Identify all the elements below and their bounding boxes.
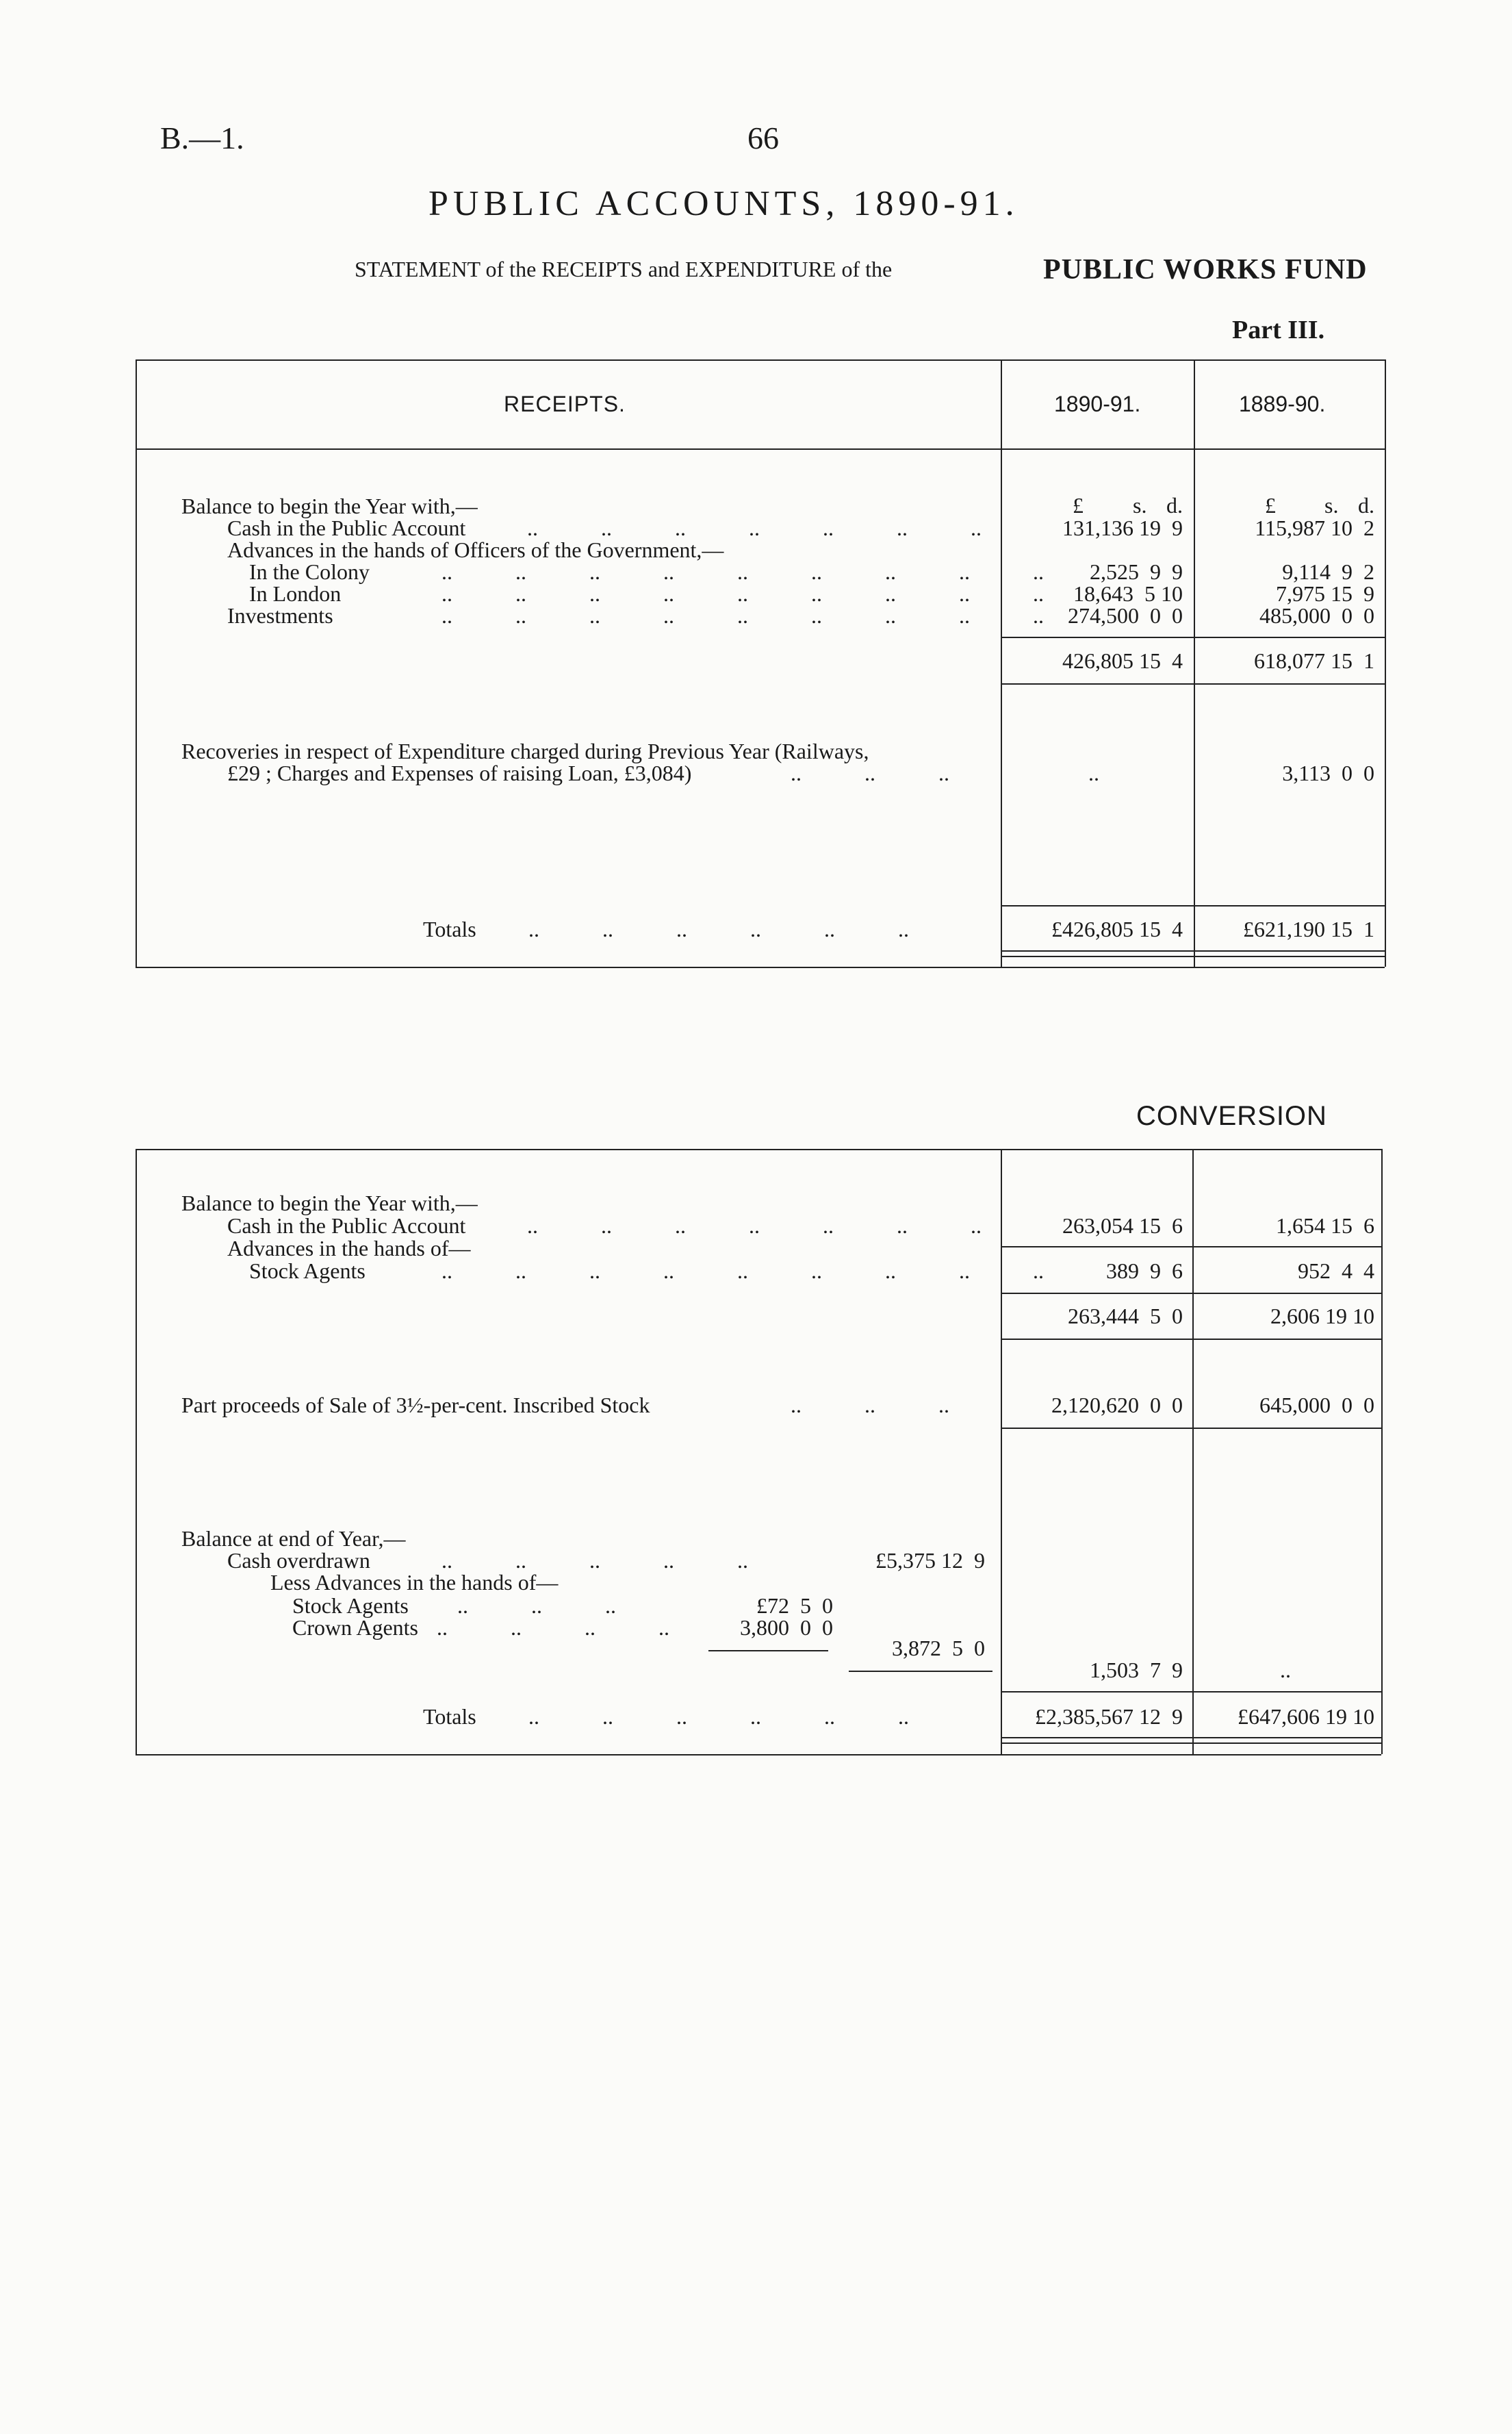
conv-cash-1890-91: 263,054 15 6 [1062,1213,1183,1238]
cash-1890-91: 131,136 19 9 [1062,516,1183,540]
conv-less-total: 3,872 5 0 [892,1636,985,1660]
cash-1889-90: 115,987 10 2 [1255,516,1374,540]
row-label-investments: Investments [227,603,333,628]
row-label-cash: Cash in the Public Account [227,516,466,540]
conv-crown-amt: 3,800 0 0 [740,1615,833,1640]
leader-dots: .. .. .. .. .. [441,1548,748,1573]
unit-s-y1: s. [1133,493,1147,518]
conv-end-1889-90: .. [1280,1658,1291,1682]
unit-pound-y1: £ [1073,493,1084,518]
unit-d-y1: d. [1166,493,1183,518]
row-label-balance: Balance to begin the Year with,— [181,494,478,518]
conv-totals-1890-91: £2,385,567 12 9 [1035,1704,1183,1729]
unit-d-y2: d. [1358,493,1374,518]
conv-stock-1890-91: 389 9 6 [1106,1258,1183,1283]
colony-1890-91: 2,525 9 9 [1090,559,1183,584]
conv-label-stock: Stock Agents [249,1258,366,1283]
conv-label-overdrawn: Cash overdrawn [227,1548,370,1573]
recoveries-1890-91: .. [1088,761,1099,785]
part-label: Part III. [1232,316,1325,344]
leader-dots: .. .. .. [457,1593,616,1618]
conv-label-balance: Balance to begin the Year with,— [181,1191,478,1215]
unit-s-y2: s. [1324,493,1339,518]
conv-end-1890-91: 1,503 7 9 [1090,1658,1183,1682]
unit-pound-y2: £ [1265,493,1276,518]
conv-label-sale: Part proceeds of Sale of 3½-per-cent. Inscribed Stock [181,1393,650,1417]
conv-subtotal-1890-91: 263,444 5 0 [1068,1304,1183,1328]
page-title: PUBLIC ACCOUNTS, 1890-91. [428,184,1019,223]
leader-dots: .. .. .. [791,1393,949,1417]
statement-prefix: STATEMENT of the RECEIPTS and EXPENDITURE of the [355,257,893,281]
col-head-1889-90: 1889-90. [1239,392,1326,416]
leader-dots: .. .. .. .. .. .. [528,1704,909,1729]
page-ref: B.—1. [160,121,244,155]
conv-totals-1889-90: £647,606 19 10 [1238,1704,1374,1729]
col-head-1890-91: 1890-91. [1054,392,1141,416]
investments-1890-91: 274,500 0 0 [1068,603,1183,628]
conv-cash-1889-90: 1,654 15 6 [1276,1213,1374,1238]
conv-label-crown: Crown Agents [292,1615,418,1640]
row-label-totals: Totals [423,917,476,941]
subtotal-1890-91: 426,805 15 4 [1062,648,1183,673]
row-label-colony: In the Colony [249,559,370,584]
leader-dots: .. .. .. .. .. .. .. [527,1213,982,1238]
conv-end-stock-amt: £72 5 0 [756,1593,833,1618]
conv-overdrawn-amt: £5,375 12 9 [875,1548,985,1573]
conv-label-cash: Cash in the Public Account [227,1213,466,1238]
conv-sale-1889-90: 645,000 0 0 [1259,1393,1374,1417]
recoveries-1889-90: 3,113 0 0 [1282,761,1374,785]
totals-1890-91: £426,805 15 4 [1051,917,1183,941]
leader-dots: .. .. .. .. .. .. .. [527,516,982,540]
conv-label-end-stock: Stock Agents [292,1593,409,1618]
row-label-recoveries-1: Recoveries in respect of Expenditure charged during Previous Year (Railways, [181,739,869,763]
row-label-recoveries-2: £29 ; Charges and Expenses of raising Loan, £3,084) [227,761,692,785]
conv-stock-1889-90: 952 4 4 [1298,1258,1374,1283]
statement-fund: PUBLIC WORKS FUND [1043,254,1368,286]
london-1889-90: 7,975 15 9 [1276,581,1374,606]
leader-dots: .. .. .. .. .. .. .. .. .. [441,581,1044,606]
conv-sale-1890-91: 2,120,620 0 0 [1051,1393,1183,1417]
london-1890-91: 18,643 5 10 [1073,581,1183,606]
investments-1889-90: 485,000 0 0 [1259,603,1374,628]
conv-label-advances: Advances in the hands of— [227,1236,471,1260]
section-heading-conversion: CONVERSION [1136,1101,1327,1131]
conv-label-less: Less Advances in the hands of— [270,1570,559,1595]
row-label-advances: Advances in the hands of Officers of the Government,— [227,537,724,562]
colony-1889-90: 9,114 9 2 [1282,559,1374,584]
col-head-receipts: RECEIPTS. [504,392,626,416]
conv-label-end-balance: Balance at end of Year,— [181,1526,406,1551]
leader-dots: .. .. .. [791,761,949,785]
leader-dots: .. .. .. .. .. .. .. .. .. [441,1258,1044,1283]
page-number: 66 [747,121,779,155]
conv-subtotal-1889-90: 2,606 19 10 [1270,1304,1374,1328]
leader-dots: .. .. .. .. [437,1615,669,1640]
subtotal-1889-90: 618,077 15 1 [1254,648,1374,673]
leader-dots: .. .. .. .. .. .. .. .. .. [441,559,1044,584]
conv-label-totals: Totals [423,1704,476,1729]
leader-dots: .. .. .. .. .. .. [528,917,909,941]
row-label-london: In London [249,581,342,606]
leader-dots: .. .. .. .. .. .. .. .. .. [441,603,1044,628]
totals-1889-90: £621,190 15 1 [1243,917,1374,941]
